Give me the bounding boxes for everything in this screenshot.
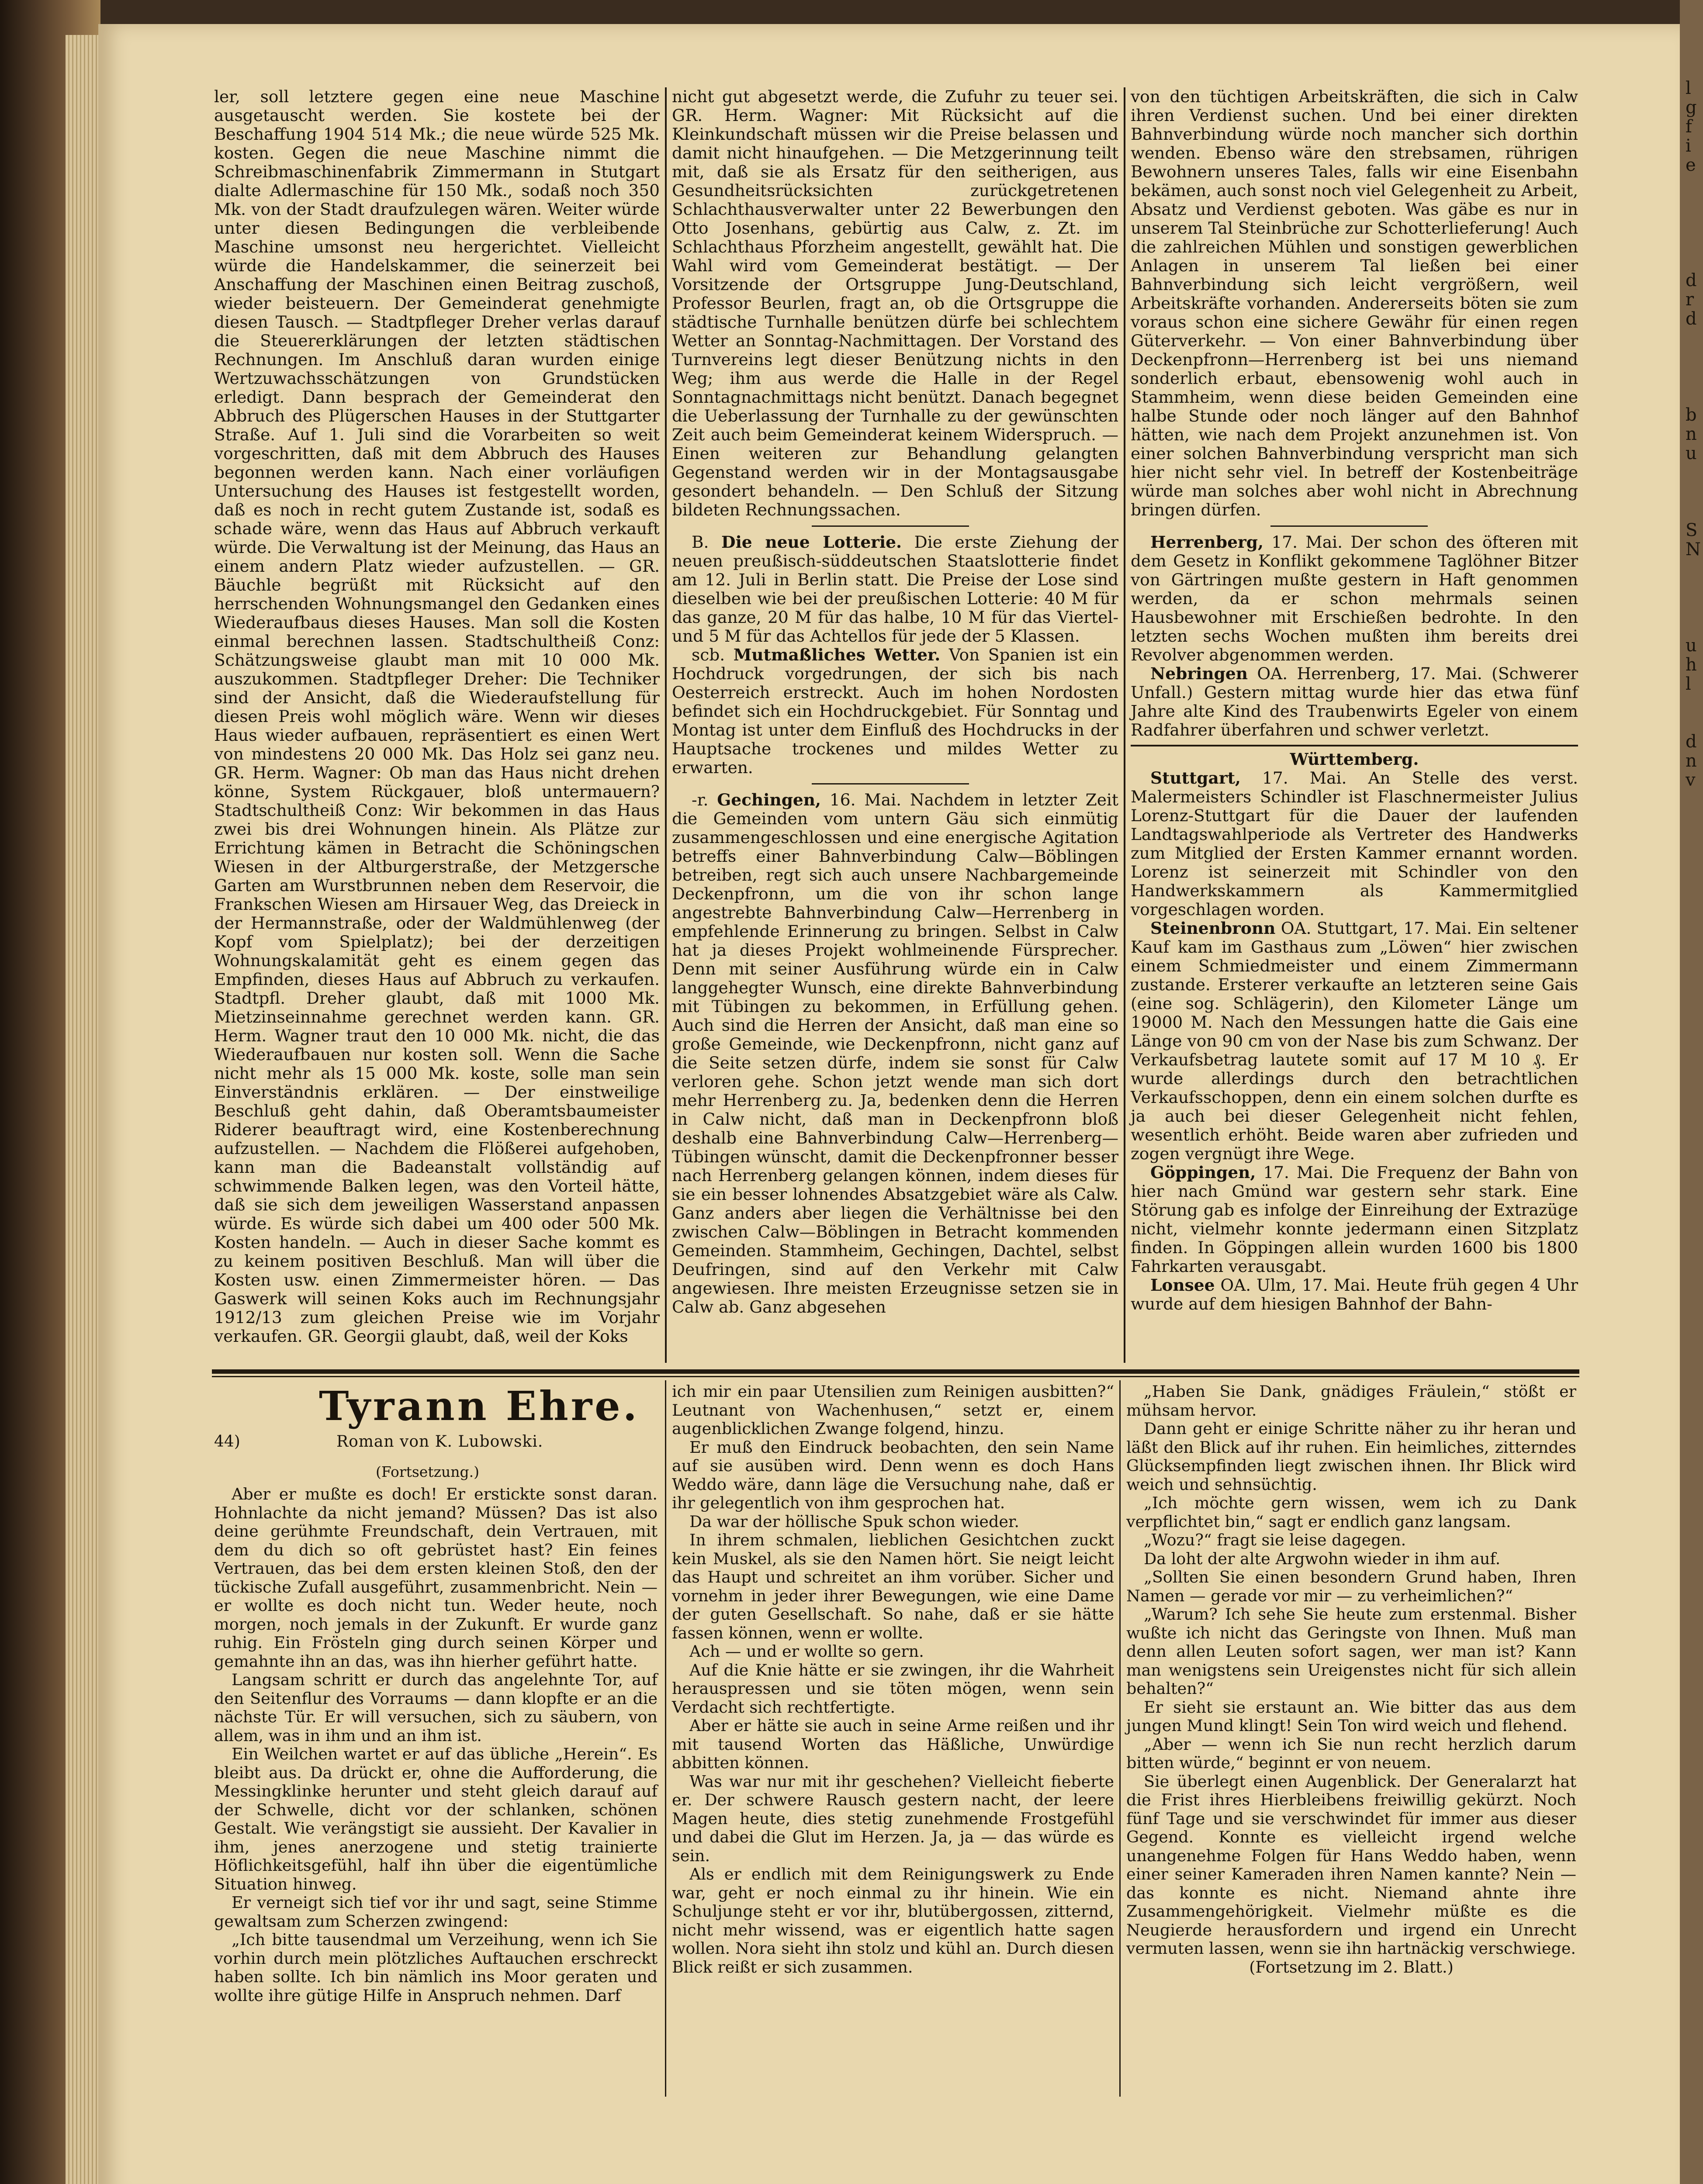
novel-paragraph: „Wozu?“ fragt sie leise dagegen. <box>1144 1531 1406 1549</box>
novel-column-3 <box>1126 1382 1576 1977</box>
novel-paragraph: Langsam schritt er durch das angelehnte Tor, auf den Seitenflur des Vorraums — dann klopfte er an die nächste Tür. Er will versuchen, sich zu säubern, von allem, was in ihm und an ihm ist. <box>214 1670 658 1745</box>
column-1 <box>214 87 660 1346</box>
article-lotterie: B. Die neue Lotterie. Die erste Ziehung der neuen preußisch-süddeutschen Staatslotterie findet am 12. Juli in Berlin statt. Die Preise der Lose sind dieselben wie bei der preußischen Lotterie: 40 M für das ganze, 20 M für das halbe, 10 M für das Viertel- und 5 M für das Achtellos für jede der 5 Klassen. <box>672 532 1119 646</box>
novel-paragraph: „Sollten Sie einen besondern Grund haben, Ihren Namen — gerade vor mir — zu verheimlichen?“ <box>1126 1568 1576 1605</box>
article-text: nicht gut abgesetzt werde, die Zufuhr zu teuer sei. GR. Herm. Wagner: Mit Rücksicht auf die Kleinkundschaft müssen wir die Preise belassen und damit nicht hinaufgehen. — Die Metzgerinnung teilt mit, daß sie als Ersatz für den seitherigen, aus Gesundheitsrücksichten zurückgetretenen Schlachthausverwalter unter 22 Bewerbungen den Otto Josenhans, gebürtig aus Calw, z. Zt. im Schlachthaus Pforzheim angestellt, gewählt hat. Die Wahl wird vom Gemeinderat bestätigt. — Der Vorsitzende der Ortsgruppe Jung-Deutschland, Professor Beurlen, fragt an, ob die Ortsgruppe die städtische Turnhalle benützen dürfe bei schlechtem Wetter an Sonntag-Nachmittagen. Der Vorstand des Turnvereins legt dieser Benützung nichts in den Weg; ihm aus werde die Halle in der Regel Sonntagnachmittags nicht benützt. Danach begegnet die Ueberlassung der Turnhalle zu der gewünschten Zeit auch beim Gemeinderat keinem Widerspruch. — Einen weiteren zur Behandlung gelangten Gegenstand werden wir in der Montagsausgabe gesondert behandeln. — Den Schluß der Sitzung bildeten Rechnungssachen. <box>672 87 1118 519</box>
novel-paragraph: Er verneigt sich tief vor ihr und sagt, seine Stimme gewaltsam zum Scherzen zwingend: <box>214 1893 658 1931</box>
novel-paragraph: ich mir ein paar Utensilien zum Reinigen ausbitten?“ Leutnant von Wachenhusen,“ setzt er, einem augenblicklichen Zwange folgend, hinzu. <box>672 1382 1114 1438</box>
novel-paragraph: Da war der höllische Spuk schon wieder. <box>689 1512 1019 1531</box>
installment-number: 44) <box>214 1433 240 1451</box>
article-separator <box>812 525 969 527</box>
continuation-note: (Fortsetzung.) <box>376 1463 479 1480</box>
novel-paragraph: Sie überlegt einen Augenblick. Der Generalarzt hat die Frist ihres Hierbleibens freiwillig gekürzt. Noch fünf Tage und sie verschwindet für immer aus dieser Gegend. Konnte es vielleicht irgend welche unangenehme Folgen für Hans Weddo haben, wenn einer seiner Kameraden ihren Namen kannte? Nein — das konnte es nicht. Niemand ahnte ihre Zusammengehörigkeit. Vielmehr müßte es die Neugierde herausfordern und irgend ein Unrecht vermuten lassen, wenn sie ihn hartnäckig verschwiege. <box>1126 1772 1576 1958</box>
article-separator <box>812 783 969 784</box>
article-steinenbronn: Steinenbronn OA. Stuttgart, 17. Mai. Ein seltener Kauf kam im Gasthaus zum „Löwen“ hier zwischen einem Schmiedmeister und einem Zimmermann zustande. Ersterer verkaufte an letzteren seine Gais (eine sog. Schlägerin), den Kilometer Länge um 19000 M. Nach den Messungen hatte die Gais eine Länge von 90 cm von der Nase bis zum Schwanz. Der Verkaufsbetrag lautete somit auf 17 M 10 ₰. Er wurde allerdings durch den betrachtlichen Verkaufsschoppen, denn ein einem solchen durfte es ja auch bei dieser Gelegenheit nicht fehlen, wesentlich erhöht. Beide waren aber zufrieden und zogen vergnügt ihre Wege. <box>1131 919 1578 1163</box>
article-herrenberg: Herrenberg, 17. Mai. Der schon des öfteren mit dem Gesetz in Konflikt gekommene Taglöhner Bitzer von Gärtringen mußte gestern in Haft genommen werden, da er schon mehrmals seinen Hausbewohner mit Erschießen bedrohte. In den letzten sechs Wochen mußten ihm bereits drei Revolver abgenommen werden. <box>1131 532 1578 664</box>
novel-paragraph: Ein Weilchen wartet er auf das übliche „Herein“. Es bleibt aus. Da drückt er, ohne die Aufforderung, die Messingklinke herunter und steht gleich darauf auf der Schwelle, dicht vor der schlanken, schönen Gestalt. Wie verängstigt sie aussieht. Der Kavalier in ihm, jenes anerzogene und stetig trainierte Höflichkeitsgefühl, half ihn über die eigentümliche Situation hinweg. <box>214 1745 658 1894</box>
novel-column-rule-2 <box>1119 1380 1121 2097</box>
feuilleton-rule-bottom <box>212 1376 1579 1377</box>
column-3 <box>1131 87 1578 1313</box>
article-goeppingen: Göppingen, 17. Mai. Die Frequenz der Bahn von hier nach Gmünd war gestern sehr stark. Eine Störung gab es infolge der Einreihung der Extrazüge nicht, vielmehr konnte jedermann einen Sitzplatz finden. In Göppingen allein wurden 1600 bis 1800 Fahrkarten verausgabt. <box>1131 1163 1578 1276</box>
headline: Mutmaßliches Wetter. <box>733 645 941 664</box>
headline: Nebringen <box>1150 664 1248 683</box>
headline: Lonsee <box>1150 1275 1215 1295</box>
novel-paragraph: Er muß den Eindruck beobachten, den sein Name auf sie ausüben wird. Denn wenn es doch Hans Weddo wäre, dann läge die Versuchung nahe, daß er ihr gelegentlich von ihm gesprochen hat. <box>672 1438 1114 1512</box>
article-text: ler, soll letztere gegen eine neue Maschine ausgetauscht werden. Sie kostete bei der Beschaffung 1904 514 Mk.; die neue würde 525 Mk. kosten. Gegen die neue Maschine nimmt die Schreibmaschinenfabrik Zimmermann in Stutgart dialte Adlermaschine für 150 Mk., sodaß noch 350 Mk. von der Stadt draufzulegen wären. Weiter würde unter diesen Bedingungen die verbleibende Maschine umsonst neu hergerichtet. Vielleicht würde die Handelskammer, die seinerzeit bei Anschaffung der Maschinen einen Beitrag zuschoß, wieder beisteuern. Der Gemeinderat genehmigte diesen Tausch. — Stadtpfleger Dreher verlas darauf die Steuererklärungen der letzten städtischen Rechnungen. Im Anschluß daran wurden einige Wertzuwachsschätzungen von Grundstücken erledigt. Dann besprach der Gemeinderat den Abbruch des Plügerschen Hauses in der Stuttgarter Straße. Auf 1. Juli sind die Vorarbeiten so weit vorgeschritten, daß mit dem Abbruch des Hauses begonnen werden kann. Nach einer vorläufigen Untersuchung des Hauses ist festgestellt worden, daß es noch in recht gutem Zustande ist, sodaß es schade wäre, wenn das Haus auf Abbruch verkauft würde. Die Verwaltung ist der Meinung, das Haus an einem andern Platz wieder aufzustellen. — GR. Bäuchle begrüßt mit Rücksicht auf den herrschenden Wohnungsmangel den Gedanken eines Wiederaufbaus dieses Hauses. Man soll die Kosten einmal berechnen lassen. Stadtschultheiß Conz: Schätzungsweise glaubt man mit 10 000 Mk. auszukommen. Stadtpfleger Dreher: Die Techniker sind der Ansicht, daß die Wiederaufstellung für diesen Preis wohl möglich wäre. Wenn wir dieses Haus wieder aufbauen, repräsentiert es einen Wert von mindestens 20 000 Mk. Das Holz sei ganz neu. GR. Herm. Wagner: Ob man das Haus nicht drehen könne, System Rückgauer, bloß untermauern? Stadtschultheiß Conz: Wir bekommen in das Haus zwei bis drei Wohnungen hinein. Als Plätze zur Errichtung kämen in Betracht die Schöningschen Wiesen in der Altburgerstraße, der Metzgersche Garten am Wurstbrunnen neben dem Reservoir, die Frankschen Wiesen am Hirsauer Weg, das Dreieck in der Hermannstraße, oder der Waldmühlenweg (der Kopf vom Spielplatz); bei der derzeitigen Wohnungskalamität geht es einem gegen das Empfinden, dieses Haus auf Abbruch zu verkaufen. Stadtpfl. Dreher glaubt, daß mit 1000 Mk. Mietzinseinnahme gerechnet werden kann. GR. Herm. Wagner traut den 10 000 Mk. nicht, die das Wiederaufbauen nur kosten soll. Wenn die Sache nicht mehr als 15 000 Mk. koste, solle man sein Einverständnis erklären. — Der einstweilige Beschluß geht dahin, daß Oberamtsbaumeister Riderer beauftragt wird, eine Kostenberechnung aufzustellen. — Nachdem die Flößerei aufgehoben, kann man die Badeanstalt vollständig auf schwimmende Balken legen, was den Vorteil hätte, daß sie sich dem jeweiligen Wasserstand anpassen würde. Es würde sich dabei um 400 oder 500 Mk. Kosten handeln. — Auch in dieser Sache kommt es zu keinem positiven Beschluß. Man will über die Kosten usw. einen Zimmermeister hören. — Das Gaswerk will seinen Koks auch im Rechnungsjahr 1912/13 zum gleichen Preise wie im Vorjahr verkaufen. GR. Georgii glaubt, daß, weil der Koks <box>214 87 660 1346</box>
headline: Göppingen, <box>1150 1163 1256 1182</box>
headline: Die neue Lotterie. <box>721 532 902 552</box>
novel-paragraph: Aber er hätte sie auch in seine Arme reißen und ihr mit tausend Worten das Häßliche, Unwürdige abbitten können. <box>672 1716 1114 1772</box>
novel-paragraph: „Haben Sie Dank, gnädiges Fräulein,“ stößt er mühsam hervor. <box>1126 1382 1576 1420</box>
article-gechingen: -r. Gechingen, 16. Mai. Nachdem in letzter Zeit die Gemeinden vom untern Gäu sich einmütig zusammengeschlossen und eine energische Agitation betreffs einer Bahnverbindung Calw—Böblingen betreiben, regt sich auch unsere Nachbargemeinde Deckenpfronn, um die von ihr schon lange angestrebte Bahnverbindung Calw—Herrenberg in empfehlende Erinnerung zu bringen. Selbst in Calw hat ja dieses Projekt wohlmeinende Fürsprecher. Denn mit seiner Ausführung würde ein in Calw langgehegter Wunsch, eine direkte Bahnverbindung mit Tübingen zu bekommen, in Erfüllung gehen. Auch sind die Herren der Ansicht, daß man eine so große Gemeinde, wie Deckenpfronn, nicht ganz auf die Seite setzen dürfe, indem sie sonst für Calw verloren gehe. Schon jetzt wende man sich dort mehr Herrenberg zu. Ja, bedenken denn die Herren in Calw nicht, daß man in Deckenpfronn bloß deshalb eine Bahnverbindung Calw—Herrenberg—Tübingen wünscht, damit die Deckenpfronner besser nach Herrenberg gelangen können, indem dieses für sie ein besser lohnendes Absatzgebiet wäre als Calw. Ganz anders aber liegen die Verhältnisse bei den zwischen Calw—Böblingen in Betracht kommenden Gemeinden. Stammheim, Gechingen, Dachtel, selbst Deufringen, sind auf den Verkehr mit Calw angewiesen. Ihre meisten Erzeugnisse setzen sie in Calw ab. Ganz abgesehen <box>672 790 1118 1317</box>
novel-author: Roman von K. Lubowski. <box>336 1433 543 1451</box>
continuation-end: (Fortsetzung im 2. Blatt.) <box>1249 1957 1454 1977</box>
headline: Stuttgart, <box>1150 768 1241 788</box>
headline: Gechingen, <box>717 790 821 809</box>
article-lonsee: Lonsee OA. Ulm, 17. Mai. Heute früh gegen 4 Uhr wurde auf dem hiesigen Bahnhof der Bahn- <box>1131 1275 1578 1313</box>
column-rule-1 <box>665 87 667 1363</box>
novel-paragraph: „Ich möchte gern wissen, wem ich zu Dank verpflichtet bin,“ sagt er endlich ganz langsam. <box>1126 1493 1576 1531</box>
feuilleton-rule-top <box>212 1369 1579 1374</box>
novel-paragraph: Da loht der alte Argwohn wieder in ihm auf. <box>1144 1549 1501 1568</box>
section-rule <box>1131 745 1578 746</box>
novel-paragraph: Auf die Knie hätte er sie zwingen, ihr die Wahrheit herauspressen und sie töten mögen, wenn sein Verdacht sich rechtfertigte. <box>672 1660 1114 1717</box>
article-separator <box>1270 525 1428 527</box>
novel-paragraph: Dann geht er einige Schritte näher zu ihr heran und läßt den Blick auf ihr ruhen. Ein heimliches, zitterndes Glücksempfinden liegt zwischen ihnen. Ihr Blick wird weich und sehnsüchtig. <box>1126 1419 1576 1494</box>
article-text: von den tüchtigen Arbeitskräften, die sich in Calw ihren Verdienst suchen. Und bei einer direkten Bahnverbindung würde noch mancher sich dorthin wenden. Ebenso wäre den strebsamen, rührigen Bewohnern unseres Tales, falls wir eine Eisenbahn bekämen, auch sonst noch viel Gelegenheit zu Arbeit, Absatz und Verdienst geboten. Was gäbe es nur in unserem Tal Steinbrüche zur Schotterlieferung! Auch die zahlreichen Mühlen und sonstigen gewerblichen Anlagen in unserem Tal ließen bei einer Bahnverbindung sich leicht vergrößern, weil Arbeitskräfte vorhanden. Andererseits böten sie zum voraus schon eine sichere Gewähr für einen regen Güterverkehr. — Von einer Bahnverbindung über Deckenpfronn—Herrenberg ist bei uns niemand sonderlich erbaut, ebensowenig wohl auch in Stammheim, wenn diese beiden Gemeinden eine halbe Stunde oder noch länger auf den Bahnhof hätten, wie nach dem Projekt anzunehmen ist. Von einer solchen Bahnverbindung verspricht man sich hier nicht sehr viel. In betreff der Kostenbeiträge würde man solches aber wohl nicht in Abrechnung bringen dürfen. <box>1131 87 1578 519</box>
section-heading-wuerttemberg: Württemberg. <box>1290 750 1419 769</box>
novel-paragraph: Ach — und er wollte so gern. <box>689 1642 924 1661</box>
article-stuttgart: Stuttgart, 17. Mai. An Stelle des verst. Malermeisters Schindler ist Flaschnermeister Julius Lorenz-Stuttgart für die Dauer der laufenden Landtagswahlperiode als Vertreter des Handwerks zum Mitglied der Ersten Kammer ernannt worden. Lorenz ist seinerzeit mit Schindler von den Handwerkskammern als Kammermitglied vorgeschlagen worden. <box>1131 768 1578 919</box>
facing-page-text: l g f i e d r d b n u S N u h l d n v <box>1686 79 1701 790</box>
headline: Steinenbronn <box>1150 919 1276 938</box>
novel-paragraph: Aber er mußte es doch! Er erstickte sonst daran. Hohnlachte da nicht jemand? Müssen? Das ist also deine gerühmte Freundschaft, dein Vertrauen, mit dem du dich so oft gebrüstet hast? Ein feines Vertrauen, das bei dem ersten kleinen Stoß, den der tückische Zufall ausgeführt, zusammenbricht. Nein — er wollte es doch nicht tun. Weder heute, noch morgen, noch jemals in der Zukunft. Er wurde ganz ruhig. Ein Frösteln ging durch seinen Körper und gemahnte ihn an das, was ihn hierher geführt hatte. <box>214 1485 658 1671</box>
novel-column-1 <box>214 1485 658 2005</box>
novel-paragraph: In ihrem schmalen, lieblichen Gesichtchen zuckt kein Muskel, als sie den Namen hört. Sie neigt leicht das Haupt und schreitet an ihm vorüber. Sicher und vornehm in jeder ihrer Bewegungen, wie eine Dame der guten Gesellschaft. So nahe, daß er sie hätte fassen können, wenn er wollte. <box>672 1531 1114 1642</box>
novel-paragraph: Als er endlich mit dem Reinigungswerk zu Ende war, geht er noch einmal zu ihr hinein. Wie ein Schuljunge steht er vor ihr, blutübergossen, zitternd, nicht mehr wissend, was er eigentlich hatte sagen wollen. Nora sieht ihn stolz und kühl an. Durch diesen Blick reißt er sich zusammen. <box>672 1865 1114 1977</box>
column-rule-2 <box>1124 87 1125 1363</box>
novel-paragraph: Er sieht sie erstaunt an. Wie bitter das aus dem jungen Mund klingt! Sein Ton wird weich und flehend. <box>1126 1697 1576 1735</box>
novel-column-2 <box>672 1382 1114 1977</box>
novel-paragraph: „Ich bitte tausendmal um Verzeihung, wenn ich Sie vorhin durch mein plötzliches Auftauchen erschreckt haben sollte. Ich bin nämlich ins Moor geraten und wollte ihre gütige Hilfe in Anspruch nehmen. Darf <box>214 1930 658 2005</box>
novel-title: Tyrann Ehre. <box>319 1382 640 1430</box>
novel-paragraph: Was war nur mit ihr geschehen? Vielleicht fieberte er. Der schwere Rausch gestern nacht, der leere Magen heute, dies stetig zunehmende Frostgefühl und dabei die Glut im Herzen. Ja, ja — das würde es sein. <box>672 1772 1114 1865</box>
article-nebringen: Nebringen OA. Herrenberg, 17. Mai. (Schwerer Unfall.) Gestern mittag wurde hier das etwa fünf Jahre alte Kind des Traubenwirts Egeler von einem Radfahrer überfahren und schwer verletzt. <box>1131 664 1578 740</box>
novel-column-rule-1 <box>665 1380 666 2097</box>
headline: Herrenberg, <box>1150 532 1264 552</box>
column-2 <box>672 87 1118 1317</box>
article-wetter: scb. Mutmaßliches Wetter. Von Spanien ist ein Hochdruck vorgedrungen, der sich bis nach Oesterreich erstreckt. Auch im hohen Nordosten befindet sich ein Hochdruckgebiet. Für Sonntag und Montag ist unter dem Einfluß des Hochdrucks in der Hauptsache trockenes und mildes Wetter zu erwarten. <box>672 645 1119 777</box>
novel-paragraph: „Aber — wenn ich Sie nun recht herzlich darum bitten würde,“ beginnt er von neuem. <box>1126 1735 1576 1772</box>
novel-paragraph: „Warum? Ich sehe Sie heute zum erstenmal. Bisher wußte ich nicht das Geringste von Ihnen. Muß man denn allen Leuten sofort sagen, wer man ist? Kann man wenigstens sein Ureigenstes nicht für sich allein behalten?“ <box>1126 1605 1576 1698</box>
